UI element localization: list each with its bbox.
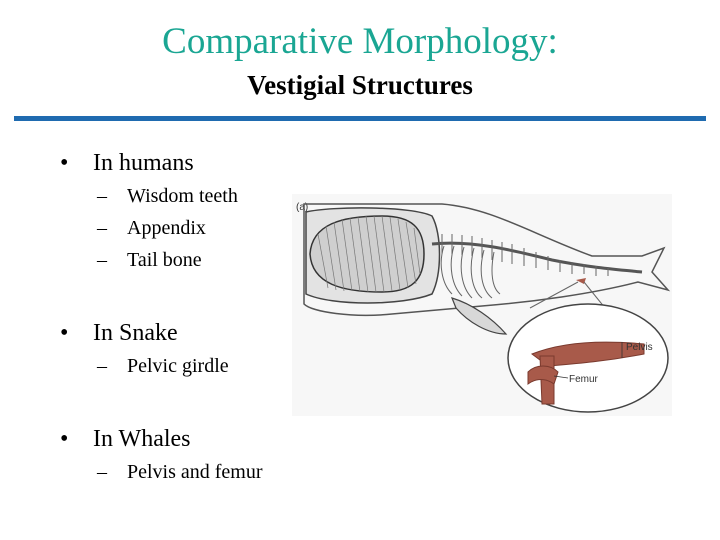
dash-marker: –	[97, 217, 107, 239]
bullet-marker: •	[60, 150, 69, 176]
sub-item	[97, 180, 295, 212]
sub-item-text: Wisdom teeth	[127, 185, 238, 207]
sub-item-text: Appendix	[127, 217, 206, 239]
title-divider	[14, 116, 706, 121]
sub-list-humans	[97, 180, 295, 276]
sub-item	[97, 212, 295, 244]
sub-list-whales	[97, 456, 295, 488]
sub-item-text: Pelvic girdle	[127, 355, 229, 377]
bullet-text: In humans	[93, 150, 194, 176]
sub-list-snake	[97, 350, 295, 382]
femur-label: Femur	[569, 374, 598, 385]
bullet-humans	[60, 146, 295, 180]
pelvis-label: Pelvis	[626, 342, 653, 353]
whale-skeleton-illustration	[292, 194, 672, 416]
bullet-text: In Whales	[93, 426, 191, 452]
sub-item	[97, 350, 295, 382]
slide-subtitle: Vestigial Structures	[247, 70, 473, 100]
bullet-snake	[60, 316, 295, 350]
bullet-marker: •	[60, 426, 69, 452]
whale-flipper	[452, 298, 506, 334]
dash-marker: –	[97, 185, 107, 207]
whale-skeleton-figure	[292, 194, 672, 416]
dash-marker: –	[97, 355, 107, 377]
dash-marker: –	[97, 249, 107, 271]
dash-marker: –	[97, 461, 107, 483]
sub-item-text: Pelvis and femur	[127, 461, 263, 483]
sub-item	[97, 456, 295, 488]
slide-title: Comparative Morphology:	[162, 21, 558, 62]
sub-item	[97, 244, 295, 276]
bullet-list	[60, 146, 295, 488]
panel-label: (a)	[296, 202, 309, 213]
bullet-marker: •	[60, 320, 69, 346]
ribcage	[441, 246, 500, 298]
bullet-whales	[60, 422, 295, 456]
sub-item-text: Tail bone	[127, 249, 202, 271]
bullet-text: In Snake	[93, 320, 178, 346]
